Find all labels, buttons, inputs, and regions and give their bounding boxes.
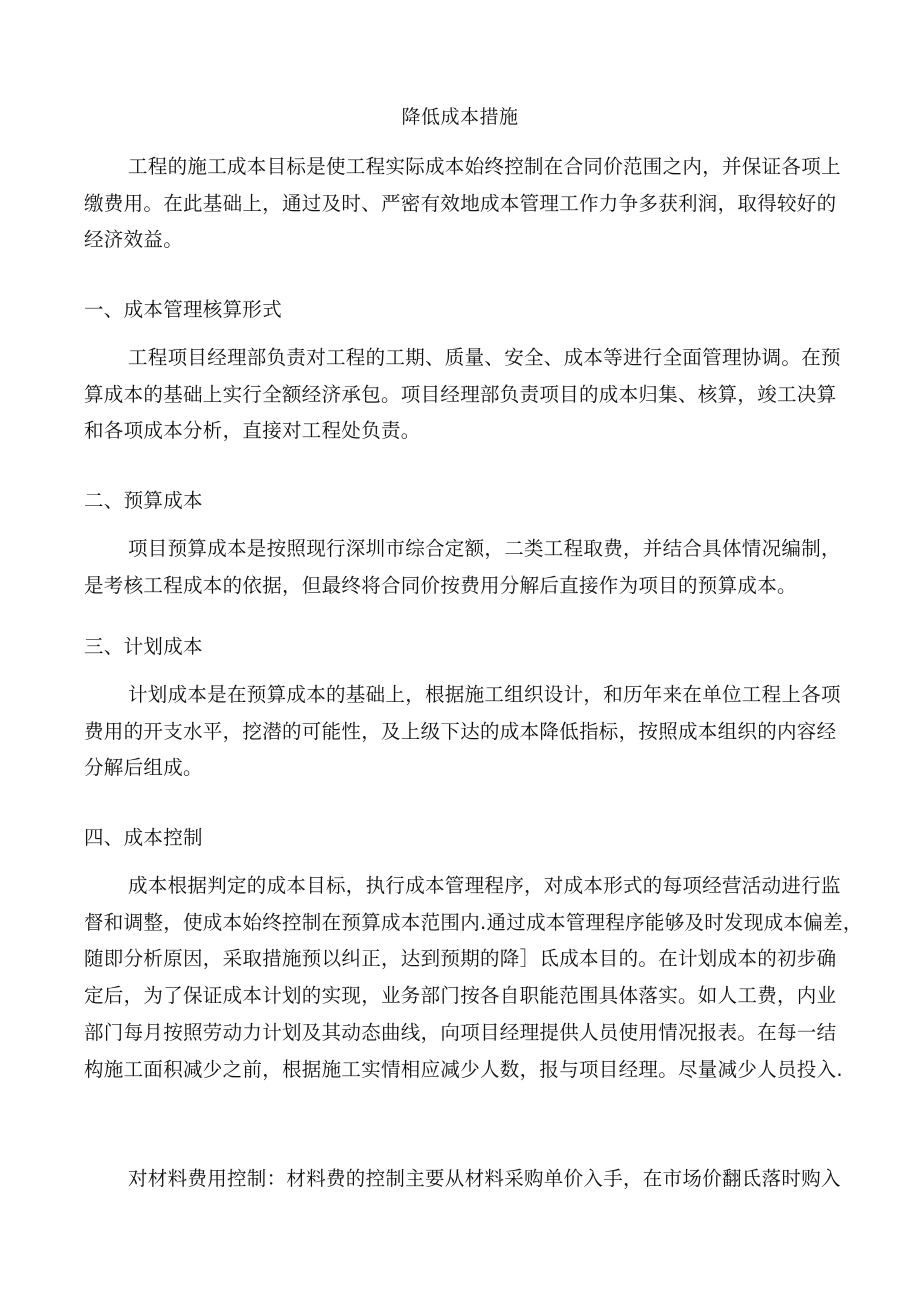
section-3-paragraph [84,677,854,787]
paragraph-line: 成本根据判定的成本目标，执行成本管理程序，对成本形式的每项经营活动进行监 [128,874,841,897]
document-title: 降低成本措施 [401,106,519,128]
section-1-paragraph [84,340,854,450]
intro-paragraph [84,149,854,259]
paragraph-line: 对材料费用控制：材料费的控制主要从材料采购单价入手，在市场价翻氐落时购入 [128,1167,841,1190]
paragraph-line: 费用的开支水平，挖潜的可能性，及上级下达的成本降低指标，按照成本组织的内容经 [84,719,837,743]
material-cost-paragraph [84,1161,854,1198]
paragraph-line: 工程项目经理部负责对工程的工期、质量、安全、成本等进行全面管理协调。在预 [128,346,841,369]
paragraph-line: 工程的施工成本目标是使工程实际成本始终控制在合同价范围之内，并保证各项上 [128,155,841,178]
paragraph-line: 计划成本是在预算成本的基础上，根据施工组织设计，和历年来在单位工程上各项 [128,683,841,706]
paragraph-line: 构施工面积减少之前，根据施工实情相应减少人数，报与项目经理。尽量减少人员投入. [84,1057,843,1081]
paragraph-line: 算成本的基础上实行全额经济承包。项目经理部负责项目的成本归集、核算，竣工决算 [84,382,837,406]
paragraph-line: 部门每月按照劳动力计划及其动态曲线，向项目经理提供人员使用情况报表。在每一结 [84,1020,837,1044]
paragraph-line: 经济效益。 [84,228,184,252]
paragraph-line: 和各项成本分析，直接对工程处负责。 [84,419,421,443]
section-heading-4: 四、成本控制 [84,826,203,849]
paragraph-line: 定后，为了保证成本计划的实现，业务部门按各自职能范围具体落实。如人工费，内业 [84,984,837,1008]
paragraph-line: 项目预算成本是按照现行深圳市综合定额，二类工程取费，并结合具体情况编制， [128,537,841,560]
section-heading-2: 二、预算成本 [84,489,203,512]
paragraph-line: 是考核工程成本的依据，但最终将合同价按费用分解后直接作为项目的预算成本。 [84,573,797,597]
paragraph-line: 督和调整，使成本始终控制在预算成本范围内.通过成本管理程序能够及时发现成本偏差， [84,910,863,934]
paragraph-line: 缴费用。在此基础上，通过及时、严密有效地成本管理工作力争多获利润，取得较好的 [84,191,837,215]
paragraph-line: 随即分析原因，采取措施预以纠正，达到预期的降］氐成本目的。在计划成本的初步确 [84,947,837,971]
section-2-paragraph [84,531,854,604]
paragraph-line: 分解后组成。 [84,756,203,780]
section-heading-3: 三、计划成本 [84,635,203,658]
section-4-paragraph [84,868,863,1088]
section-heading-1: 一、成本管理核算形式 [84,298,283,321]
